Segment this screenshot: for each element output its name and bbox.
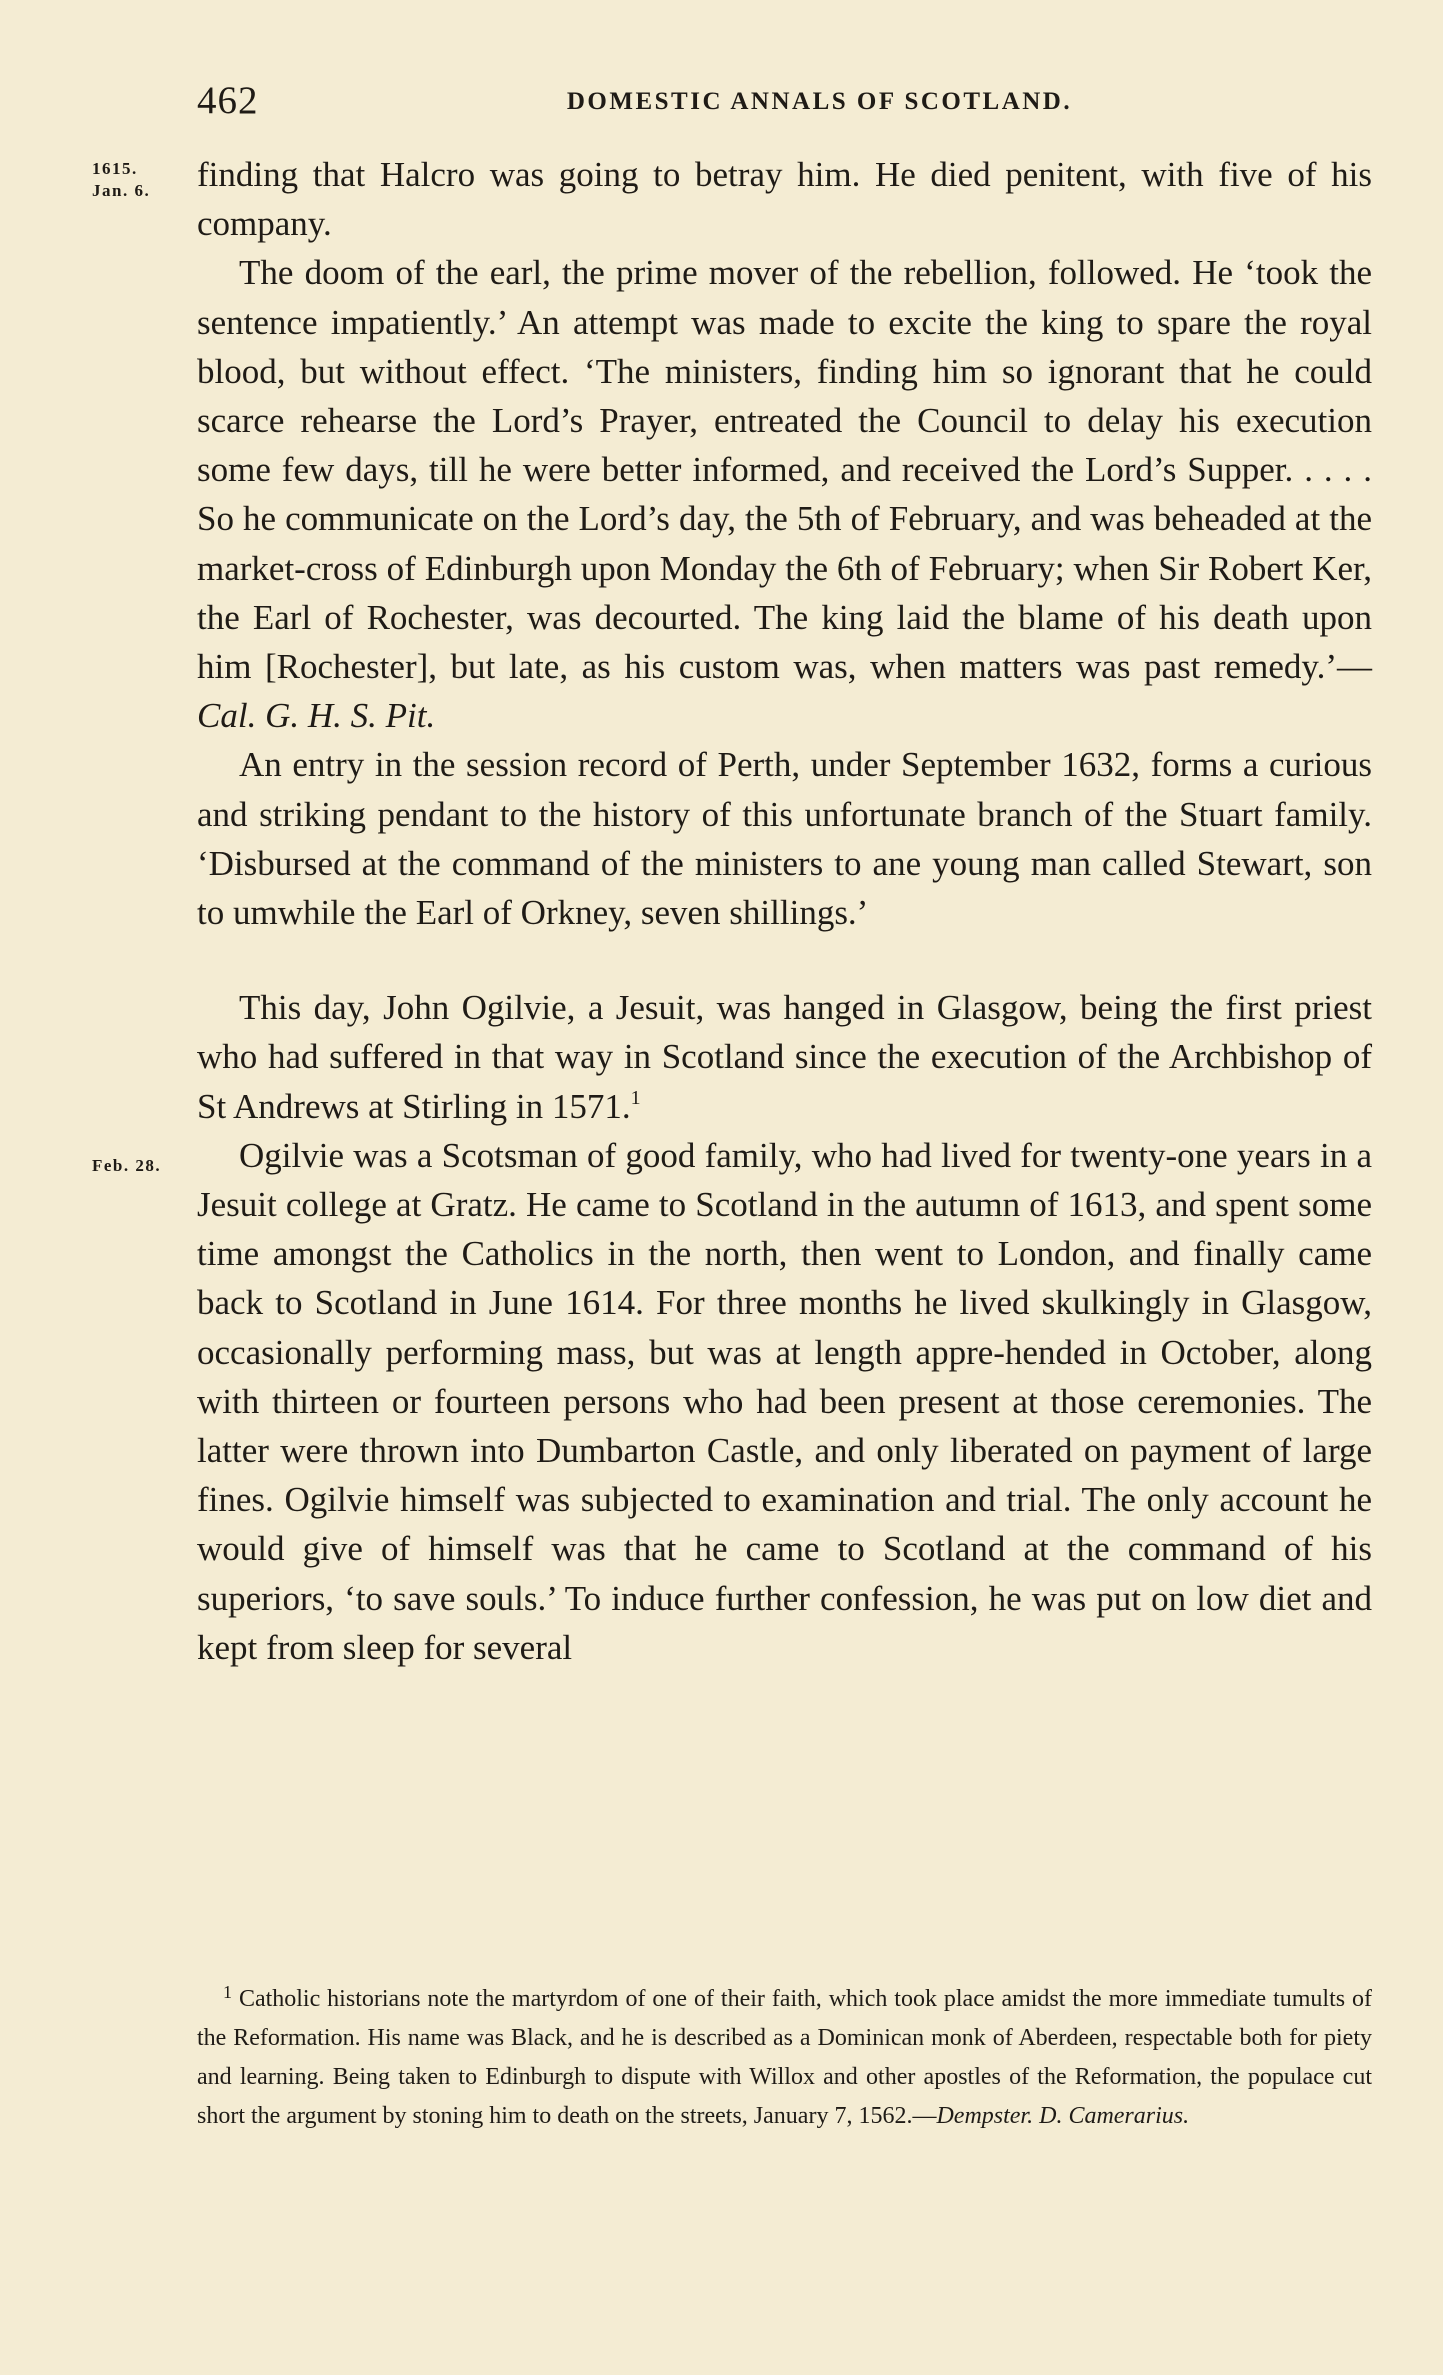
paragraph-john-ogilvie: This day, John Ogilvie, a Jesuit, was hanged in Glasgow, being the first priest who had suffered in that way in Scotland since the execution of the Archbishop of St Andrews at Stirling in 1571.$^1$ <box>197 988 1372 1126</box>
margin-date-jan-6 <box>92 158 150 202</box>
paragraph-continued: finding that Halcro was going to betray him. He died penitent, with five of his company. <box>197 155 1372 244</box>
running-title: DOMESTIC ANNALS OF SCOTLAND. <box>566 88 1073 115</box>
footnote-text: Catholic historians note the martyrdom of one of their faith, which took place amidst the more immediate tumults of the Reformation. His name was Black, and he is described as a Dominican monk of Aberdeen, respectable both for piety and learning. Being taken to Edinburgh to dispute with Willox and other apostles of the Reformation, the populace cut short the argument by stoning him to death on the streets, January 7, 1562.— <box>197 1986 1373 2129</box>
running-head <box>197 78 1372 126</box>
margin-year: 1615. <box>92 159 138 178</box>
footnote-reference: 1 <box>630 1086 641 1109</box>
paragraph-doom-of-earl: The doom of the earl, the prime mover of the rebellion, followed. He ‘took the sentence impatiently.’ An attempt was made to excite the king to spare the royal blood, but without effect. ‘The ministers, finding him so ignorant that he could scarce rehearse the Lord’s Prayer, entreated the Council to delay his execution some few days, till he were better informed, and received the Lord’s Supper. . . . . So he communicate on the Lord’s day, the 5th of February, and was beheaded at the market-cross of Edinburgh upon Monday the 6th of February; when Sir Robert Ker, the Earl of Rochester, was decourted. The king laid the blame of his death upon him [Rochester], but late, as his custom was, when matters was past remedy.’—Cal. G. H. S. Pit. <box>197 253 1372 736</box>
paragraph-session-record: An entry in the session record of Perth, under September 1632, forms a curious and striking pendant to the history of this unfortunate branch of the Stuart family. ‘Disbursed at the command of the ministers to ane young man called Stewart, son to umwhile the Earl of Orkney, seven shillings.’ <box>197 745 1372 933</box>
margin-day: Feb. 28. <box>92 1156 162 1175</box>
citation: Cal. G. H. S. Pit. <box>197 696 436 736</box>
main-text <box>197 150 1372 1672</box>
footnote-citation: Dempster. D. Camerarius. <box>936 2103 1190 2129</box>
margin-date-feb-28 <box>92 1155 161 1177</box>
page-number: 462 <box>197 79 259 122</box>
margin-day: Jan. 6. <box>92 181 151 200</box>
footnote <box>197 1980 1372 2136</box>
paragraph-ogilvie-history: Ogilvie was a Scotsman of good family, who had lived for twenty-one years in a Jesuit college at Gratz. He came to Scotland in the autumn of 1613, and spent some time amongst the Catholics in the north, then went to London, and finally came back to Scotland in June 1614. For three months he lived skulkingly in Glasgow, occasionally performing mass, but was at length appre-hended in October, along with thirteen or fourteen persons who had been present at those ceremonies. The latter were thrown into Dumbarton Castle, and only liberated on payment of large fines. Ogilvie himself was subjected to examination and trial. The only account he would give of himself was that he came to Scotland at the command of his superiors, ‘to save souls.’ To induce further confession, he was put on low diet and kept from sleep for several <box>197 1135 1372 1667</box>
footnote-mark: 1 <box>223 1982 232 2002</box>
